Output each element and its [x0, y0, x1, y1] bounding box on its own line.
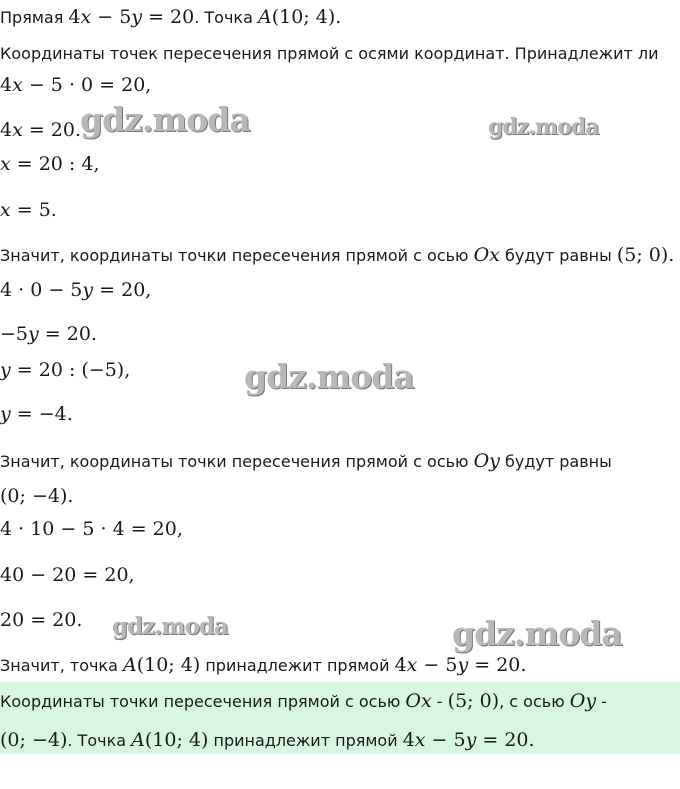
text-segment: , с осью	[499, 692, 570, 711]
math-segment: (5; 0).	[616, 244, 675, 266]
text-segment: принадлежит прямой	[200, 656, 395, 675]
equation-line	[0, 403, 73, 425]
math-segment: y	[82, 279, 94, 301]
math-segment: 4	[68, 6, 81, 28]
text-segment: Координаты точки пересечения прямой с осью	[0, 692, 406, 711]
text-segment: Значит, координаты точки пересечения прямой с осью	[0, 452, 474, 471]
math-segment: (10; 4)	[144, 729, 209, 751]
math-segment: x	[80, 6, 92, 28]
problem-statement	[0, 6, 341, 28]
math-segment: 4 · 10 − 5 · 4 = 20,	[0, 518, 183, 540]
math-segment: 4 · 0 − 5	[0, 279, 83, 301]
math-segment: = 20.	[38, 323, 97, 345]
text-segment: Значит, точка	[0, 656, 123, 675]
answer-line	[0, 729, 535, 751]
text-segment: . Точка	[67, 731, 132, 750]
text-segment: принадлежит прямой	[208, 731, 403, 750]
math-segment: x	[12, 119, 23, 141]
math-segment: y	[28, 323, 39, 345]
math-segment: A	[257, 6, 272, 28]
text-segment: -	[596, 692, 607, 711]
math-segment: A	[131, 729, 145, 751]
watermark-logo: gdz.moda	[244, 357, 414, 396]
question-line	[0, 44, 659, 64]
point-oy	[0, 485, 73, 507]
equation-line	[0, 564, 135, 586]
math-segment: x	[0, 199, 11, 221]
math-segment: (0; −4)	[0, 729, 68, 751]
text-segment: будут равны	[499, 452, 612, 471]
equation-line	[0, 119, 81, 141]
text-segment: Координаты точек пересечения прямой с осями координат. Принадлежит ли	[0, 44, 659, 63]
math-segment: = 5.	[10, 199, 57, 221]
text-segment: -	[431, 692, 448, 711]
watermark-logo: gdz.moda	[112, 613, 228, 640]
math-segment: (0; −4).	[0, 485, 74, 507]
equation-line	[0, 359, 130, 381]
watermark-logo: gdz.moda	[80, 100, 250, 139]
text-segment: . Точка	[194, 8, 258, 27]
math-segment: Oy	[473, 450, 500, 472]
math-segment: = 20.	[22, 119, 82, 141]
watermark-logo: gdz.moda	[452, 614, 622, 653]
math-segment: = 20.	[476, 729, 535, 751]
math-segment: (10; 4).	[271, 6, 342, 28]
equation-line	[0, 74, 151, 96]
math-segment: (10; 4)	[136, 654, 201, 676]
equation-line	[0, 279, 151, 301]
math-segment: x	[414, 729, 426, 751]
conclusion-point-a	[0, 654, 526, 676]
math-segment: = 20 : 4,	[10, 153, 100, 175]
math-segment: Ox	[405, 690, 432, 712]
math-segment: 4	[394, 654, 407, 676]
equation-line	[0, 518, 183, 540]
math-segment: − 5	[91, 6, 132, 28]
math-segment: 40 − 20 = 20,	[0, 564, 135, 586]
math-segment: A	[122, 654, 137, 676]
math-segment: (5; 0)	[447, 690, 500, 712]
math-segment: = 20	[142, 6, 195, 28]
math-segment: = 20.	[468, 654, 527, 676]
math-segment: = 20,	[93, 279, 152, 301]
math-segment: y	[131, 6, 143, 28]
math-segment: 4	[402, 729, 415, 751]
equation-line	[0, 199, 57, 221]
math-segment: y	[0, 359, 11, 381]
math-segment: Oy	[569, 690, 597, 712]
conclusion-ox	[0, 244, 674, 266]
math-segment: − 5	[425, 729, 466, 751]
math-segment: 4	[0, 74, 13, 96]
math-segment: y	[465, 729, 477, 751]
math-segment: x	[0, 153, 11, 175]
math-segment: x	[406, 654, 418, 676]
conclusion-oy	[0, 450, 612, 472]
equation-line	[0, 609, 82, 631]
equation-line	[0, 323, 97, 345]
math-segment: Ox	[473, 244, 500, 266]
math-segment: 20 = 20.	[0, 609, 83, 631]
equation-line	[0, 153, 100, 175]
text-segment: будут равны	[499, 246, 617, 265]
math-segment: x	[12, 74, 23, 96]
math-segment: 4	[0, 119, 13, 141]
math-segment: − 5	[417, 654, 458, 676]
text-segment: Прямая	[0, 8, 69, 27]
math-segment: −5	[0, 323, 29, 345]
math-segment: − 5 · 0 = 20,	[22, 74, 152, 96]
text-segment: Значит, координаты точки пересечения прямой с осью	[0, 246, 474, 265]
answer-line	[0, 690, 607, 712]
math-segment: y	[0, 403, 11, 425]
watermark-logo: gdz.moda	[488, 114, 599, 140]
math-segment: y	[457, 654, 469, 676]
math-segment: = 20 : (−5),	[10, 359, 131, 381]
math-segment: = −4.	[10, 403, 73, 425]
